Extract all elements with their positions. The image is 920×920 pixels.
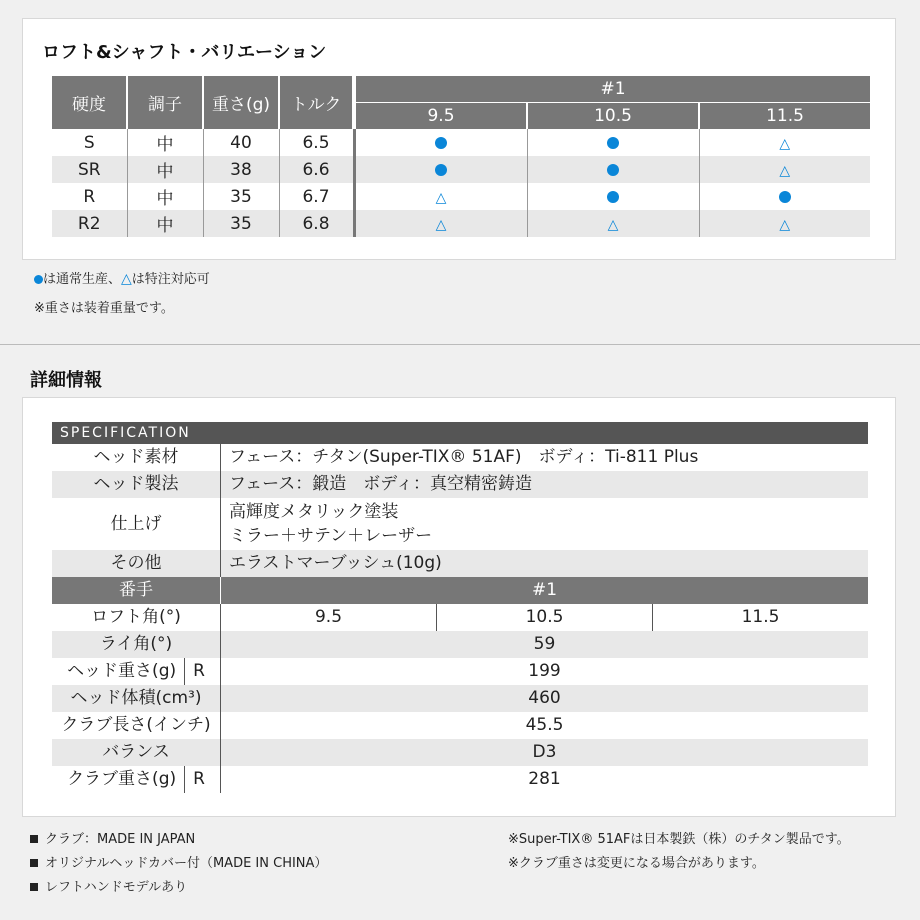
spec-row-loft — [52, 604, 868, 631]
spec-value — [221, 498, 432, 550]
square-bullet-icon — [30, 859, 38, 867]
triangle-icon: △ — [779, 162, 791, 179]
spec-table — [52, 422, 868, 793]
availability-mark — [699, 183, 870, 210]
loft-table — [52, 76, 870, 237]
spec-label: 仕上げ — [52, 498, 221, 550]
availability-mark — [699, 210, 870, 237]
spec-value: 281 — [528, 769, 561, 789]
dot-icon — [607, 164, 619, 176]
availability-mark — [354, 210, 527, 237]
table-row — [52, 210, 870, 237]
legend-dot-text: は通常生産、 — [43, 272, 122, 287]
header-number: #1 — [354, 76, 870, 103]
dot-icon — [435, 164, 447, 176]
availability-mark — [699, 156, 870, 183]
spec-label: ヘッド製法 — [52, 471, 221, 498]
cell-hardness: S — [52, 129, 127, 156]
spec-row-lie — [52, 631, 868, 658]
square-bullet-icon — [30, 883, 38, 891]
spec-row-volume — [52, 685, 868, 712]
head-weight-flex: R — [193, 661, 205, 681]
spec-value: 45.5 — [525, 715, 564, 735]
loft-value: 9.5 — [221, 604, 437, 631]
triangle-icon: △ — [607, 216, 619, 233]
availability-mark — [527, 210, 699, 237]
loft-values — [221, 604, 868, 631]
spec-value: フェース：鍛造 ボディ：真空精密鋳造 — [229, 474, 532, 494]
header-weight: 重さ(g) — [203, 76, 279, 129]
triangle-icon: △ — [779, 135, 791, 152]
cell-tone: 中 — [127, 210, 203, 237]
section-divider — [0, 344, 920, 345]
footer-text: クラブ：MADE IN JAPAN — [45, 832, 196, 847]
spec-row-finish — [52, 498, 868, 550]
spec-label: 番手 — [52, 577, 221, 604]
header-hardness: 硬度 — [52, 76, 127, 129]
availability-mark — [354, 183, 527, 210]
cell-hardness: R — [52, 183, 127, 210]
legend-tri-text: は特注対応可 — [131, 272, 210, 287]
legend-note — [34, 268, 210, 287]
spec-value: 460 — [528, 688, 561, 708]
cell-tone: 中 — [127, 183, 203, 210]
table-row — [52, 183, 870, 210]
availability-mark — [527, 156, 699, 183]
spec-label: クラブ長さ(インチ) — [52, 712, 221, 739]
spec-label: バランス — [52, 739, 221, 766]
spec-row-head-method — [52, 471, 868, 498]
triangle-icon: △ — [435, 216, 447, 233]
cell-hardness: SR — [52, 156, 127, 183]
spec-label — [52, 658, 221, 685]
footer-text: レフトハンドモデルあり — [45, 880, 188, 895]
spec-row-head-material — [52, 444, 868, 471]
spec-row-number — [52, 577, 868, 604]
spec-row-head-weight — [52, 658, 868, 685]
spec-value: エラストマーブッシュ(10g) — [229, 553, 442, 573]
spec-value: 59 — [533, 634, 556, 654]
availability-mark — [527, 129, 699, 156]
spec-value: D3 — [532, 742, 557, 762]
footer-note-left-3 — [30, 876, 187, 895]
cell-torque: 6.6 — [279, 156, 354, 183]
square-bullet-icon — [30, 835, 38, 843]
table-row — [52, 129, 870, 156]
cell-torque: 6.8 — [279, 210, 354, 237]
dot-icon — [435, 137, 447, 149]
spec-row-other — [52, 550, 868, 577]
header-loft-9-5: 9.5 — [354, 103, 527, 130]
cell-tone: 中 — [127, 156, 203, 183]
availability-mark — [699, 129, 870, 156]
dot-icon — [607, 137, 619, 149]
triangle-icon: △ — [435, 189, 447, 206]
cell-weight: 40 — [203, 129, 279, 156]
cell-torque: 6.5 — [279, 129, 354, 156]
header-loft-11-5: 11.5 — [699, 103, 870, 130]
spec-label: ヘッド素材 — [52, 444, 221, 471]
loft-value: 11.5 — [741, 607, 780, 627]
spec-label — [52, 766, 221, 793]
spec-label: ヘッド体積(cm³) — [52, 685, 221, 712]
spec-label: ライ角(°) — [52, 631, 221, 658]
cell-weight: 38 — [203, 156, 279, 183]
head-weight-label: ヘッド重さ(g) — [67, 661, 177, 681]
dot-icon — [34, 275, 43, 284]
footer-note-right-2: ※クラブ重さは変更になる場合があります。 — [508, 856, 765, 871]
club-weight-flex: R — [193, 769, 205, 789]
footer-note-left-2 — [30, 852, 327, 871]
header-loft-10-5: 10.5 — [527, 103, 699, 130]
finish-line-1: 高輝度メタリック塗装 — [229, 502, 399, 522]
detail-section-title: 詳細情報 — [30, 370, 102, 391]
loft-value: 10.5 — [437, 604, 653, 631]
availability-mark — [354, 156, 527, 183]
header-tone: 調子 — [127, 76, 203, 129]
spec-row-club-weight — [52, 766, 868, 793]
table-row — [52, 156, 870, 183]
label-divider — [184, 658, 185, 685]
club-weight-label: クラブ重さ(g) — [67, 769, 177, 789]
spec-row-length — [52, 712, 868, 739]
footer-note-right-1: ※Super-TIX® 51AFは日本製鉄（株）のチタン製品です。 — [508, 832, 850, 847]
cell-tone: 中 — [127, 129, 203, 156]
footer-text: オリジナルヘッドカバー付（MADE IN CHINA） — [45, 856, 328, 871]
spec-value: #1 — [531, 580, 558, 600]
cell-hardness: R2 — [52, 210, 127, 237]
triangle-icon: △ — [779, 216, 791, 233]
spec-label: ロフト角(°) — [52, 604, 221, 631]
spec-label: その他 — [52, 550, 221, 577]
loft-section-title: ロフト&シャフト・バリエーション — [42, 42, 327, 63]
spec-value: フェース：チタン(Super-TIX® 51AF) ボディ：Ti-811 Plus — [229, 447, 699, 467]
dot-icon — [779, 191, 791, 203]
dot-icon — [607, 191, 619, 203]
cell-torque: 6.7 — [279, 183, 354, 210]
availability-mark — [354, 129, 527, 156]
footer-note-left-1 — [30, 828, 195, 847]
cell-weight: 35 — [203, 183, 279, 210]
spec-row-balance — [52, 739, 868, 766]
spec-value: 199 — [528, 661, 561, 681]
weight-note: ※重さは装着重量です。 — [34, 301, 174, 316]
label-divider — [184, 766, 185, 793]
spec-header: SPECIFICATION — [52, 422, 868, 444]
triangle-icon: △ — [121, 271, 132, 287]
cell-weight: 35 — [203, 210, 279, 237]
availability-mark — [527, 183, 699, 210]
finish-line-2: ミラー＋サテン＋レーザー — [229, 526, 433, 546]
header-torque: トルク — [279, 76, 354, 129]
